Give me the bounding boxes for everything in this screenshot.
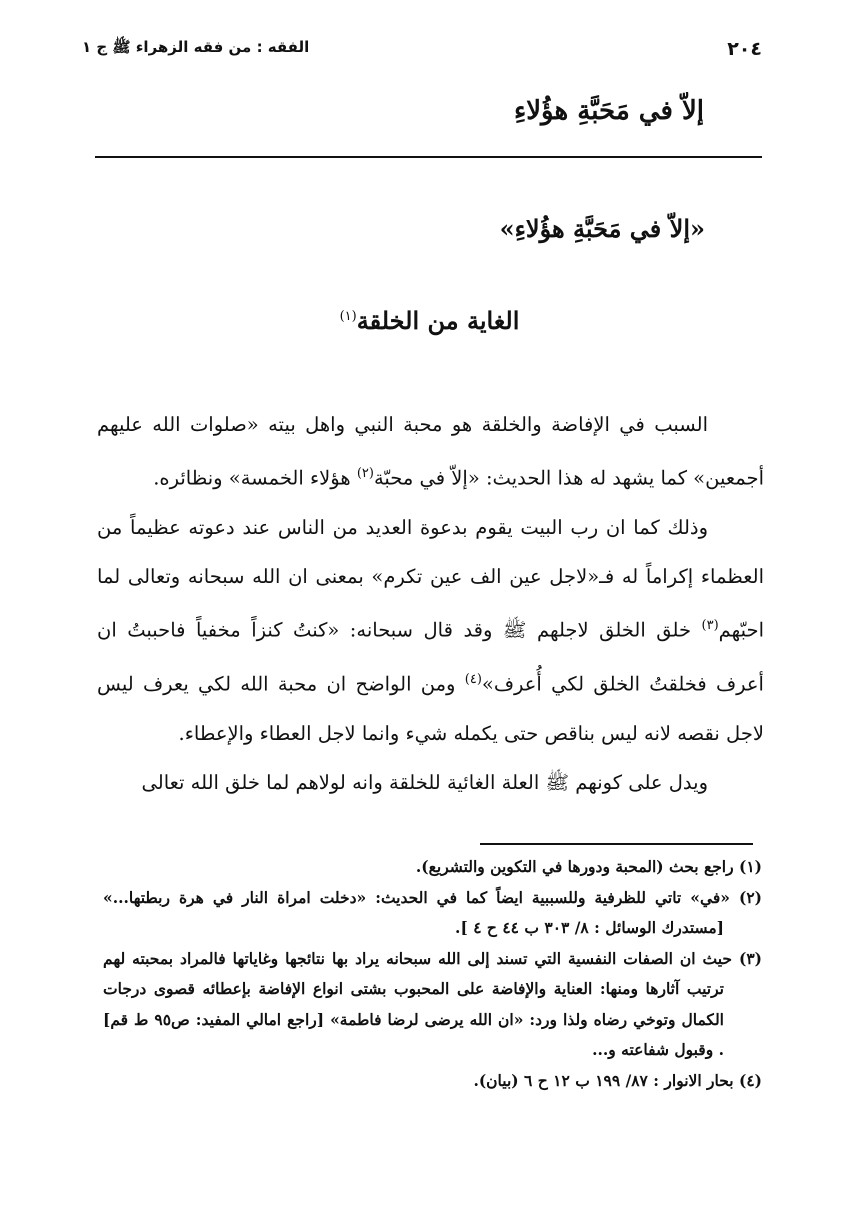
- paragraph-2-text-c: ومن الواضح ان محبة الله لكي يعرف ليس لاجل نقصه لانه ليس بناقص حتى يكمله شيء وانما لاجل العطاء والإعطاء.: [97, 672, 764, 745]
- paragraph-1-text-a: السبب في الإفاضة والخلقة هو محبة النبي واهل بيته «صلوات الله عليهم أجمعين» كما يشهد له هذا الحديث: «إلاّ في محبّة: [97, 413, 764, 490]
- footnote-ref: (٢): [356, 466, 374, 482]
- title-divider: [95, 156, 762, 158]
- chapter-title: إلاّ في مَحَبَّةِ هؤُلاءِ: [514, 96, 704, 126]
- footnotes: [103, 852, 762, 1096]
- footnote-ref: (١): [339, 309, 357, 324]
- paragraph-3: ويدل على كونهم ﷺ العلة الغائية للخلقة وانه لولاهم لما خلق الله تعالى: [141, 770, 708, 794]
- footnote-3: (٣) حيث ان الصفات النفسية التي تسند إلى الله سبحانه يراد بها نتائجها وغاياتها فالمراد بمحبته لهم ترتيب آثارها ومنها: العناية والإفاضة على المحبوب بشتى انواع الإفاضة بإعطائه قصوى درجات الكمال وتوخي رضاه ولذا ورد: «ان الله يرضى لرضا فاطمة» [راجع امالي المفيد: ص٩٥ ط قم] . وقبول شفاعته و...: [103, 948, 762, 1059]
- footnote-divider: [480, 843, 753, 845]
- section-title-text: الغاية من الخلقة: [356, 306, 520, 335]
- running-title: الفقه : من فقه الزهراء ﷺ ج ١: [82, 38, 310, 56]
- section-heading: [0, 306, 859, 335]
- paragraph-1: [97, 400, 764, 503]
- paragraph-2: [97, 503, 764, 758]
- body-text: [97, 400, 764, 807]
- page-header: [82, 34, 762, 64]
- footnote-ref: (٤): [464, 672, 482, 688]
- paragraph-2-text-a: وذلك كما ان رب البيت يقوم بدعوة العديد من الناس عند دعوته عظيماً من العظماء إكراماً له فـ«لاجل عين الف عين تكرم» بمعنى ان الله سبحانه وتعالى لما احبّهم: [97, 515, 764, 642]
- footnote-ref: (٣): [701, 618, 719, 634]
- footnote-4: (٤) بحار الانوار : ٨٧/ ١٩٩ ب ١٢ ح ٦ (بيان).: [473, 1070, 762, 1090]
- paragraph-1-text-b: هؤلاء الخمسة» ونظائره.: [153, 466, 357, 490]
- footnote-1: (١) راجع بحث (المحبة ودورها في التكوين والتشريع).: [415, 857, 762, 876]
- footnote-2: (٢) «في» تاتي للظرفية وللسببية ايضاً كما في الحديث: «دخلت امراة النار في هرة ربطتها...» [مستدرك الوسائل : ٨/ ٣٠٣ ب ٤٤ ح ٤ ].: [103, 887, 762, 937]
- page-number: ٢٠٤: [727, 38, 762, 60]
- quote-heading: «إلاّ في مَحَبَّةِ هؤُلاءِ»: [499, 214, 705, 243]
- paragraph-2-text-b: خلق الخلق لاجلهم ﷺ وقد قال سبحانه: «كنتُ كنزاً مخفياً فاحببتُ ان أعرف فخلقتُ الخلق لكي أُعرف»: [97, 618, 764, 696]
